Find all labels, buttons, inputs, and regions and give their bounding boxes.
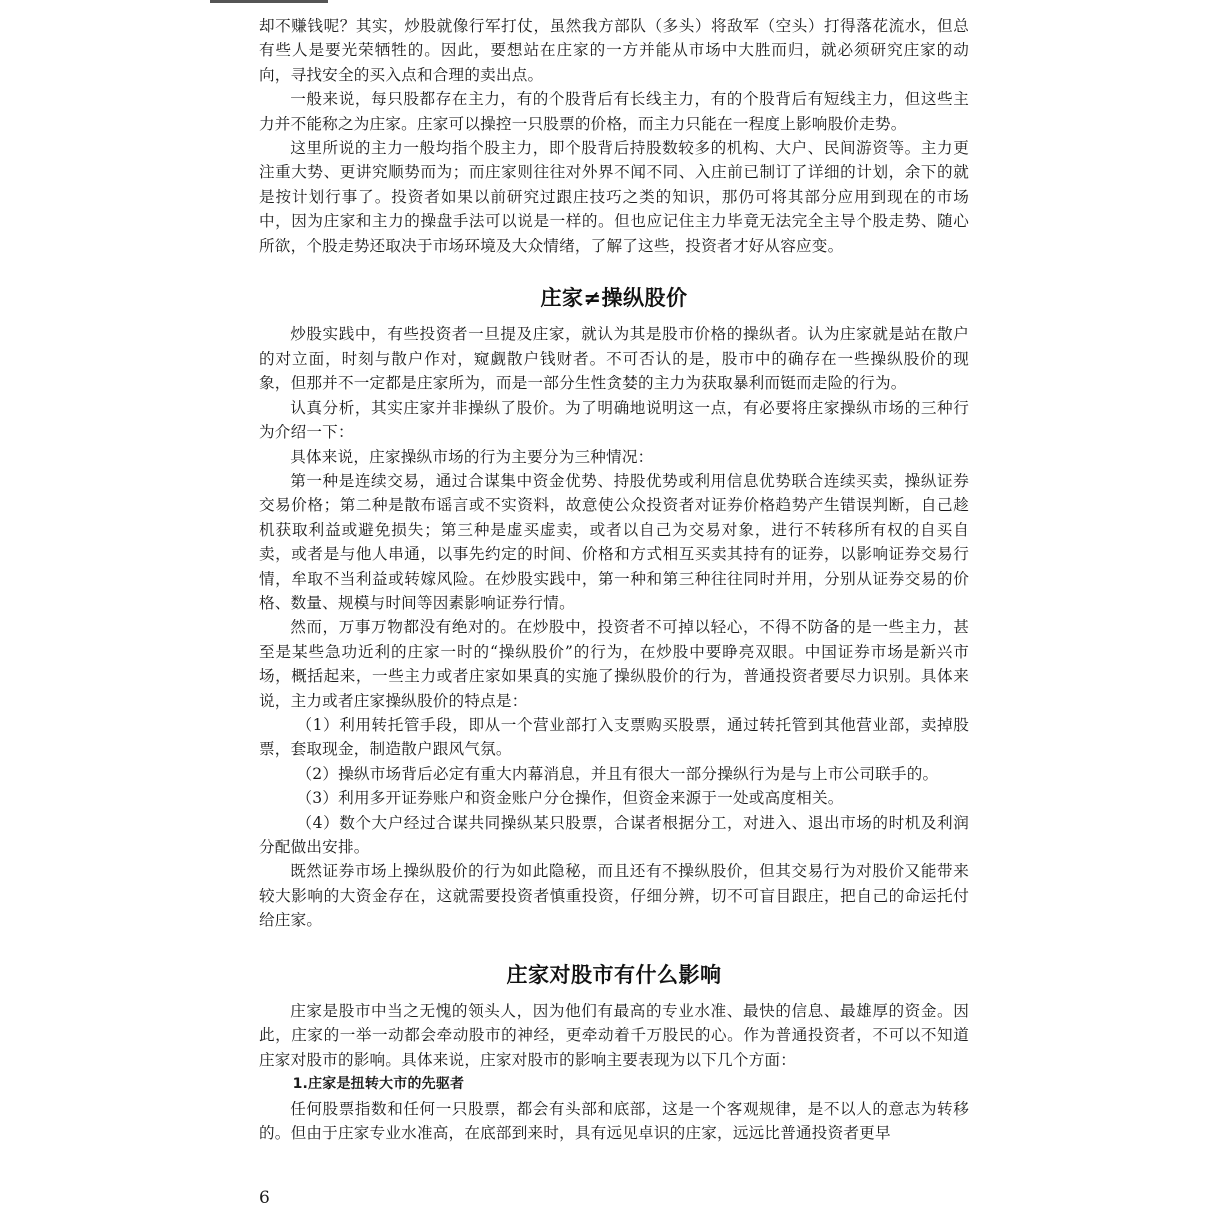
section-1-paragraph-2: 认真分析，其实庄家并非操纵了股价。为了明确地说明这一点，有必要将庄家操纵市场的三种行为介绍一下： xyxy=(259,398,969,442)
section-2-paragraph-2: 任何股票指数和任何一只股票，都会有头部和底部，这是一个客观规律，是不以人的意志为转移的。但由于庄家专业水准高，在底部到来时，具有远见卓识的庄家，远远比普通投资者更早 xyxy=(259,1099,969,1143)
list-item: （1）利用转托管手段，即从一个营业部打入支票购买股票，通过转托管到其他营业部，卖掉股票，套取现金，制造散户跟风气氛。 xyxy=(259,715,969,759)
page-body xyxy=(259,14,969,1145)
section-2-subheading: 1.庄家是扭转大市的先驱者 xyxy=(292,1076,465,1093)
header-rule xyxy=(210,0,328,3)
list-item: （2）操纵市场背后必定有重大内幕消息，并且有很大一部分操纵行为是与上市公司联手的。 xyxy=(296,764,939,783)
list-item: （3）利用多开证券账户和资金账户分仓操作，但资金来源于一处或高度相关。 xyxy=(296,789,844,808)
intro-paragraph-2: 一般来说，每只股都存在主力，有的个股背后有长线主力，有的个股背后有短线主力，但这些主力并不能称之为庄家。庄家可以操控一只股票的价格，而主力只能在一程度上影响股价走势。 xyxy=(259,90,969,133)
list-item: （4）数个大户经过合谋共同操纵某只股票，合谋者根据分工，对进入、退出市场的时机及利润分配做出安排。 xyxy=(259,813,969,856)
intro-paragraph-3: 这里所说的主力一般均指个股主力，即个股背后持股数较多的机构、大户、民间游资等。主力更注重大势、更讲究顺势而为；而庄家则往往对外界不闻不同、入庄前已制订了详细的计划，余下的就是按计划行事了。投资者如果以前研究过跟庄技巧之类的知识，那仍可将其部分应用到现在的市场中，因为庄家和主力的操盘手法可以说是一样的。但也应记住主力毕竟无法完全主导个股走势、随心所欲，个股走势还取决于市场环境及大众情绪，了解了这些，投资者才好从容应变。 xyxy=(259,139,969,255)
section-1-paragraph-5: 然而，万事万物都没有绝对的。在炒股中，投资者不可掉以轻心，不得不防备的是一些主力，甚至是某些急功近利的庄家一时的“操纵股价”的行为，在炒股中要睁亮双眼。中国证券市场是新兴市场，概括起来，一些主力或者庄家如果真的实施了操纵股价的行为，普通投资者要尽力识别。具体来说，主力或者庄家操纵股价的特点是： xyxy=(259,618,969,710)
section-1-paragraph-4: 第一种是连续交易，通过合谋集中资金优势、持股优势或利用信息优势联合连续买卖，操纵证券交易价格；第二种是散布谣言或不实资料，故意使公众投资者对证券价格趋势产生错误判断，自己趁机获取利益或避免损失；第三种是虚买虚卖，或者以自己为交易对象，进行不转移所有权的自买自卖，或者是与他人串通，以事先约定的时间、价格和方式相互买卖其持有的证券，以影响证券交易行情，牟取不当利益或转嫁风险。在炒股实践中，第一种和第三种往往同时并用，分别从证券交易的价格、数量、规模与时间等因素影响证券行情。 xyxy=(259,471,969,612)
section-1-title: 庄家≠操纵股价 xyxy=(540,286,688,311)
section-2-title: 庄家对股市有什么影响 xyxy=(506,962,722,987)
section-1-paragraph-1: 炒股实践中，有些投资者一旦提及庄家，就认为其是股市价格的操纵者。认为庄家就是站在散户的对立面，时刻与散户作对，窥觑散户钱财者。不可否认的是，股市中的确存在一些操纵股价的现象，但那并不一定都是庄家所为，而是一部分生性贪婪的主力为获取暴利而铤而走险的行为。 xyxy=(259,325,969,393)
section-2-paragraph-1: 庄家是股市中当之无愧的领头人，因为他们有最高的专业水准、最快的信息、最雄厚的资金。因此，庄家的一举一动都会牵动股市的神经，更牵动着千万股民的心。作为普通投资者，不可以不知道庄家对股市的影响。具体来说，庄家对股市的影响主要表现为以下几个方面： xyxy=(259,1002,969,1069)
section-1-paragraph-3: 具体来说，庄家操纵市场的行为主要分为三种情况： xyxy=(290,447,654,466)
intro-paragraph-1: 却不赚钱呢？其实，炒股就像行军打仗，虽然我方部队（多头）将敌军（空头）打得落花流水，但总有些人是要光荣牺牲的。因此，要想站在庄家的一方并能从市场中大胜而归，就必须研究庄家的动向，寻找安全的买入点和合理的卖出点。 xyxy=(259,17,969,84)
page-number: 6 xyxy=(259,1188,270,1208)
section-1-paragraph-6: 既然证券市场上操纵股价的行为如此隐秘，而且还有不操纵股价，但其交易行为对股价又能带来较大影响的大资金存在，这就需要投资者慎重投资，仔细分辨，切不可盲目跟庄，把自己的命运托付给庄家。 xyxy=(259,862,969,930)
